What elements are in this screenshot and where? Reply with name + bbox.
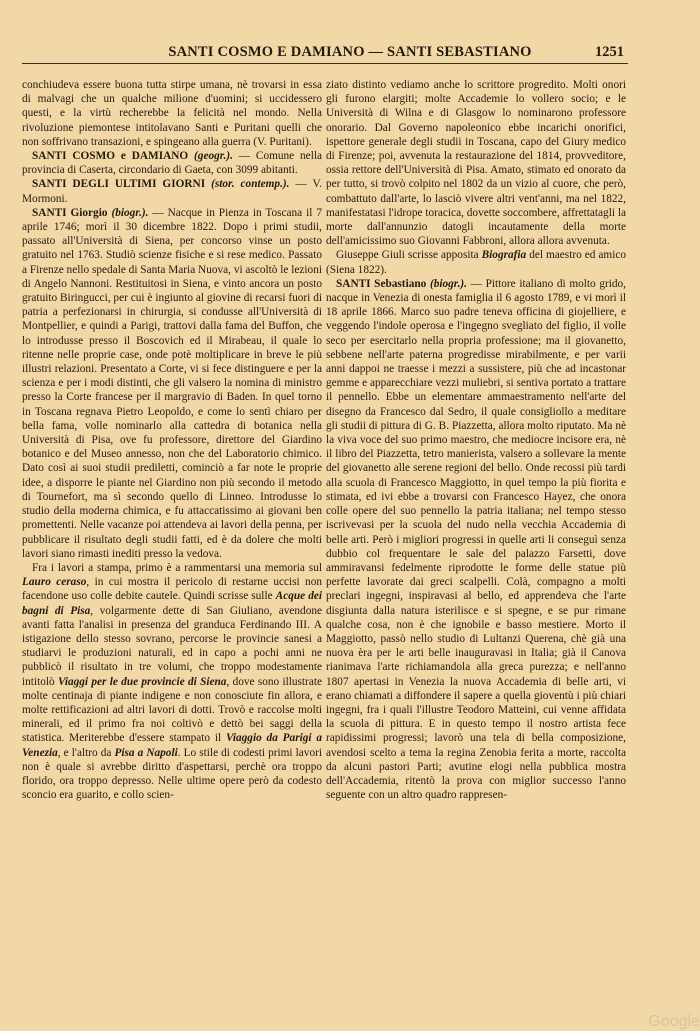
left-column xyxy=(22,78,322,802)
entry-heading: SANTI COSMO e DAMIANO xyxy=(32,150,189,163)
entry-category: (geogr.). xyxy=(194,150,233,163)
entry-category: (stor. contemp.). xyxy=(211,178,290,191)
title-run: Pisa a Napoli xyxy=(114,746,178,759)
entry-body: — Nacque in Pienza in Toscana il 7 aprile 1746; morì il 30 dicembre 1822. Dopo i primi studii, passato all'Università di Siena, per concorso vinse un posto gratuito nel 1763. Studiò scienze fisiche e si rese medico. Passato a Firenze nello spedale di Santa Maria Nuova, vi ascoltò le lezioni di Angelo Nannoni. Restituitosi in Siena, e vinto ancora un posto gratuito Biringucci, per cui è ingiunto al giovine di recarsi fuori di patria a perfezionarsi in chirurgia, si condusse all'Università di Montpellier, e quindi a Parigi, trattovi dalla fama del Buffon, che lo introdusse presso il Boscovich ed il Mirabeau, il quale lo ritenne nelle proprie case, onde potè moltiplicare in breve le più illustri relazioni. Presentato a Corte, vi si fece distinguere e per la scienza e per i modi distinti, che gli valsero la nomina di ministro presso la Corte francese per il margravio di Baden. In quel torno in Toscana regnava Pietro Leopoldo, e come lo sentì chiaro per bella fama, volle nominarlo alla cattedra di botanica nella Università di Pisa, ove fu professore, direttore del Giardino botanico e del Museo annesso, non che del Laboratorio chimico. Dato così ai suoi studii prediletti, cominciò a far note le proprie idee, a disporre le piante nel Giardino non più secondo il metodo di Tournefort, ma sì secondo quello di Linneo. Introdusse lo studio della moderna chimica, e fu attaccatissimo ai giovani ben promettenti. Nelle vacanze poi attendeva ai lavori della penna, per pubblicare il risultato degli studii fatti, ed è da dolere che molti lavori siano rimasti inediti presso la vedova. xyxy=(22,206,322,560)
text-run: del maestro ed amico (Siena 1822). xyxy=(326,249,626,276)
entry-category: (biogr.). xyxy=(429,277,467,290)
text-run: , e l'altro da xyxy=(57,746,115,759)
running-title: SANTI COSMO E DAMIANO — SANTI SEBASTIANO xyxy=(168,44,532,60)
text-run: Giuseppe Giuli scrisse apposita xyxy=(336,249,482,262)
text-run: , volgarmente dette di San Giuliano, avendone avanti fatta l'analisi in presenza del granduca Ferdinando III. A istigazione dello stesso sovrano, percorse le provincie sanesi a studiarvi le produzioni naturali, ed in capo a pochi anni ne pubblicò il risultato in tre volumi, che troppo modestamente intitolò xyxy=(22,604,323,688)
header-rule xyxy=(22,63,628,64)
paragraph-onori: ziato distinto vediamo anche lo scrittore progredito. Molti onori gli furono elargiti; molte Accademie lo vollero socio; e le Università di Wilna e di Glasgow lo nominarono professore onorario. Dal Governo napoleonico ebbe incarichi onorifici, ispettore generale degli studii in Toscana, capo del Giury medico di Firenze; poi, avvenuta la restaurazione del 1814, provveditore, ossia rettore dell'Università di Pisa. Amato, stimato ed onorato da per tutto, si trovò colpito nel 1802 da un vizio al cuore, che però, combattuto dall'arte, lo lasciò vivere altri vent'anni, ma nel 1822, manifestatasi l'idrope toracica, dovette soccombere, affrettatagli la morte dall'annunzio datogli incautamente della morte dell'amicissimo suo Giovanni Fabbroni, allora allora avvenuta. xyxy=(326,79,626,248)
text-run: . Lo stile di codesti primi lavori non è quale si avrebbe diritto d'aspettarsi, perchè ora troppo florido, ora troppo depresso. Nelle ultime opere però da codesto sconcio era guarito, e collo scien- xyxy=(22,746,322,802)
entry-santi-ultimi-giorni xyxy=(22,177,322,205)
title-run: Viaggio da Parigi a Venezia xyxy=(22,732,322,759)
page-number: 1251 xyxy=(595,44,624,60)
entry-heading: SANTI Sebastiano xyxy=(336,277,427,290)
title-run: Acque dei bagni di Pisa xyxy=(22,590,322,617)
paragraph-giuli xyxy=(326,248,626,276)
entry-santi-cosmo xyxy=(22,149,322,177)
title-run: Lauro ceraso xyxy=(22,576,87,589)
text-run: , dove sono illustrate molte centinaja di piante indigene e non conosciute fin allora, e molte rettificazioni ad altri lavori di dotti. Trovò e raccolse molti minerali, ed il primo fra noi coltivò e dettò bei saggi della statistica. Meriterebbe d'essere stampato il xyxy=(22,675,322,745)
entry-body: — Comune nella provincia di Caserta, circondario di Gaeta, con 3099 abitanti. xyxy=(22,150,322,177)
entry-heading: SANTI Giorgio xyxy=(32,206,108,219)
text-run: Fra i lavori a stampa, primo è a rammentarsi una memoria sul xyxy=(32,561,322,574)
entry-heading: SANTI DEGLI ULTIMI GIORNI xyxy=(32,178,206,191)
entry-body: — V. Mormoni. xyxy=(22,178,323,205)
right-column xyxy=(326,78,626,802)
title-run: Biografia xyxy=(481,249,527,262)
watermark-logo: Google xyxy=(648,1013,700,1030)
entry-santi-giorgio xyxy=(22,206,322,561)
paragraph-lavori-stampa xyxy=(22,561,322,802)
text-run: , in cui mostra il pericolo di restarne uccisi non facendone uso colle debite cautele. Quindi scrisse sulle xyxy=(22,576,322,603)
title-run: Viaggi per le due provincie di Siena xyxy=(57,675,227,688)
entry-body: — Pittore italiano di molto grido, nacque in Venezia di onesta famiglia il 6 agosto 1789, e vi morì il 18 aprile 1866. Marco suo padre teneva officina di giojelliere, e veggendo l'indole operosa e l'ingegno svegliato del figlio, il volle seco per esercitarlo nella propria professione; ma il giovanetto, sebbene nell'arte paterna progredisse mirabilmente, e per varii anni dappoi ne traesse i mezzi a sussistere, più che ad incastonar gemme e apparecchiare vezzi muliebri, si sentiva portato a trattare il pennello. Ebbe un elementare ammaestramento nell'arte del disegno da Francesco dal Sedro, il quale consigliollo a meditare gli studii di pittura di G. B. Piazzetta, allora molto riputato. Ma nè la viva voce del suo primo maestro, che mediocre incisore era, nè il libro del Piazzetta, tetro manierista, valsero a sollevare la mente del giovanetto alle serene regioni del bello. Onde recossi più tardi alla scuola di Francesco Maggiotto, in quel tempo la più fiorita e stimata, ed ivi ebbe a trovarsi con Francesco Hayez, che onora colle opere del suo pennello la patria italiana; nel tempo stesso iscrivevasi per la scuola del nudo nella vecchia Accademia di belle arti. Però i migliori progressi in quelle arti li conseguì senza dubbio col frequentare le sale del palazzo Farsetti, dove ammiravansi fedelmente riprodotte le forme delle statue più perfette lavorate dai greci scalpelli. Colà, compagno a molti preclari ingegni, inspiravasi al bello, ed apprendeva che l'arte disgiunta dalla natura isterilisce e si spegne, e se pur rimane qualche cosa, non è che ignobile e basso mestiere. Morto il Maggiotto, passò nello studio di Lultanzi Querena, chè già una nuova èra per le arti belle inauguravasi in Italia; già il Canova rianimava l'arte richiamandola alla greca purezza; e nell'anno 1807 apertasi in Venezia la nuova Accademia di belle arti, vi erano chiamati a diffondere il sapere a quella gioventù i più chiari ingegni, fra i quali l'illustre Teodoro Matteini, cui venne affidata la scuola di pittura. E in questo tempo il nostro artista fece rapidissimi progressi; lavorò una tela di bella composizione, avendosi scelto a tema la regina Zenobia ferita a morte, raccolta da alcuni pastori Parti; avutine elogi nella pubblica mostra dell'Accademia, ritentò la prova con miglior successo l'anno seguente con un altro quadro rappresen- xyxy=(326,277,626,802)
entry-santi-sebastiano xyxy=(326,277,626,803)
paragraph-puritani: conchiudeva essere buona tutta stirpe umana, nè trovarsi in essa di malvagi che un qualche milione d'uomini; si uccidessero questi, e la virtù recherebbe la felicità nel mondo. Nella rivoluzione piemontese intitolavano Santi e Puritani quelli che non soffrivano transazioni, e spingeano alla guerra (V. Puritani). xyxy=(22,79,322,148)
entry-category: (biogr.). xyxy=(111,206,149,219)
